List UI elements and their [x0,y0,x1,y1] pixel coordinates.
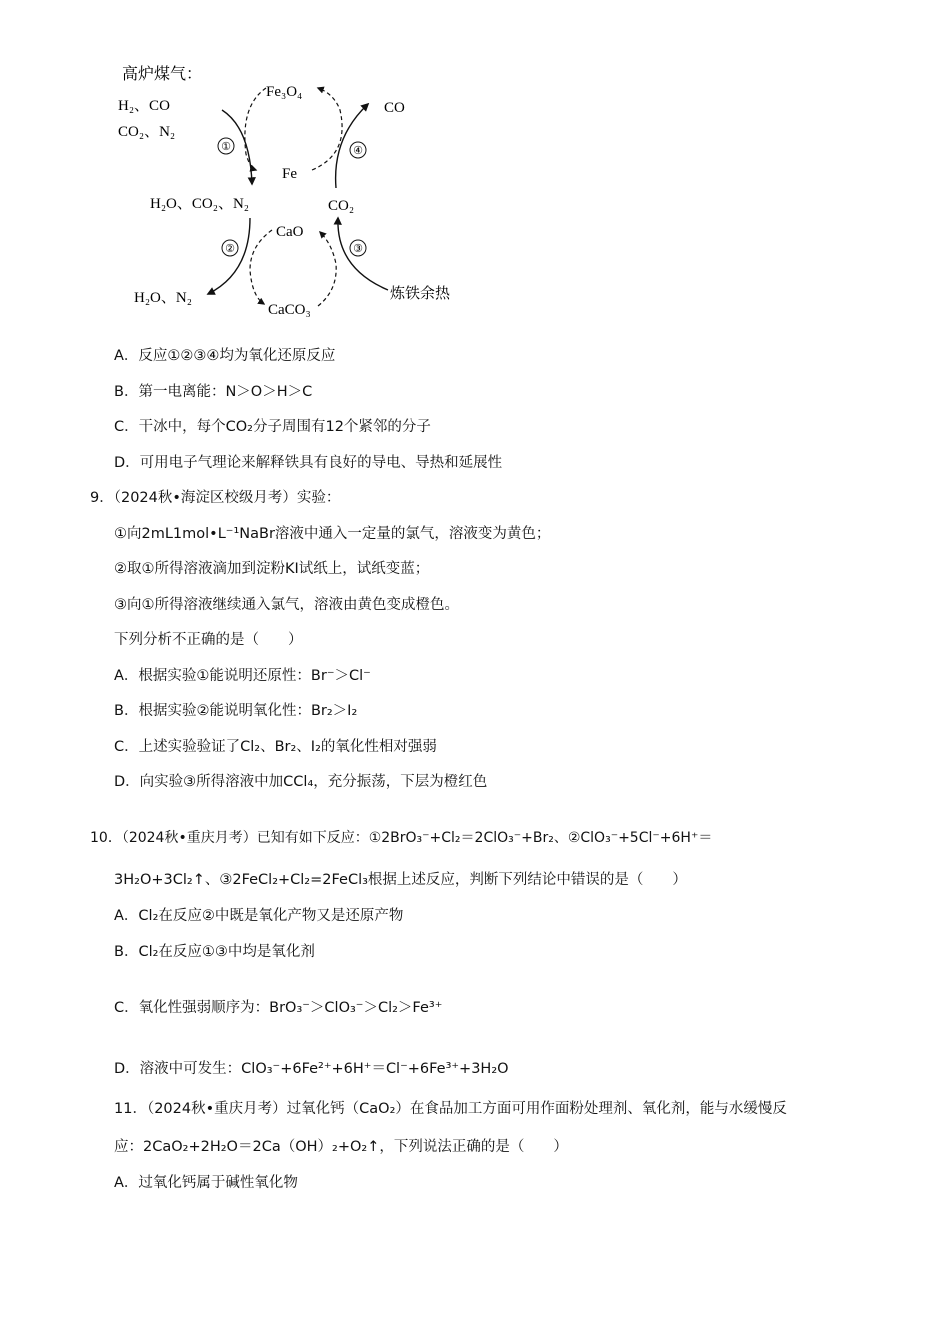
q9-stem: 9．（2024秋•海淀区校级月考）实验： [90,490,341,506]
reaction-cycle-diagram [100,58,480,328]
q9-option-d: D．向实验③所得溶液中加CCl₄，充分振荡，下层为橙红色 [114,774,488,790]
mid-left-gases: H₂O、CO₂、N₂ [150,196,250,212]
q11-option-a: A．过氧化钙属于碱性氧化物 [114,1175,298,1191]
q9-experiment-1: ①向2mL1mol•L⁻¹NaBr溶液中通入一定量的氯气，溶液变为黄色； [114,526,551,542]
dashed-caco3-to-cao [318,232,336,306]
fe-label: Fe [282,166,297,182]
q10-stem: 10．（2024秋•重庆月考）已知有如下反应：①2BrO₃⁻+Cl₂＝2ClO₃⁻+Br₂、②ClO₃⁻+5Cl⁻+6H⁺＝ [90,830,713,846]
svg-text:②: ② [225,243,235,255]
step-4-marker [350,142,366,158]
q8-option-b: B．第一电离能：N＞O＞H＞C [114,384,313,400]
q10-option-b: B．Cl₂在反应①③中均是氧化剂 [114,944,315,960]
step-1-marker [218,138,234,154]
q10-stem-continued: 3H₂O+3Cl₂↑、③2FeCl₂+Cl₂=2FeCl₃根据上述反应，判断下列结论中错误的是（ ） [114,872,687,888]
q10-option-d: D．溶液中可发生：ClO₃⁻+6Fe²⁺+6H⁺＝Cl⁻+6Fe³⁺+3H₂O [114,1061,509,1077]
svg-text:①: ① [221,141,231,153]
q8-option-a: A．反应①②③④均为氧化还原反应 [114,348,336,364]
dashed-fe3o4-to-fe [245,88,266,170]
diagram-title: 高炉煤气： [122,66,203,83]
cao-label: CaO [276,224,304,240]
co-label: CO [384,100,405,116]
caco3-label: CaCO₃ [268,302,311,318]
q8-option-c: C．干冰中，每个CO₂分子周围有12个紧邻的分子 [114,419,431,435]
dashed-cao-to-caco3 [250,230,272,304]
q11-stem-continued: 应：2CaO₂+2H₂O＝2Ca（OH）₂+O₂↑，下列说法正确的是（ ） [114,1139,568,1155]
co2-label: CO₂ [328,198,355,214]
q8-option-d: D．可用电子气理论来解释铁具有良好的导电、导热和延展性 [114,455,503,471]
q10-option-c: C．氧化性强弱顺序为：BrO₃⁻＞ClO₃⁻＞Cl₂＞Fe³⁺ [114,1000,443,1016]
q9-experiment-2: ②取①所得溶液滴加到淀粉KI试纸上，试纸变蓝； [114,561,430,577]
q9-experiment-3: ③向①所得溶液继续通入氯气，溶液由黄色变成橙色。 [114,597,459,613]
step-2-marker [222,240,238,256]
arrow-co2-to-co [336,104,368,188]
q9-option-b: B．根据实验②能说明氧化性：Br₂＞I₂ [114,703,358,719]
q10-option-a: A．Cl₂在反应②中既是氧化产物又是还原产物 [114,908,404,924]
q9-option-c: C．上述实验验证了Cl₂、Br₂、I₂的氧化性相对强弱 [114,739,437,755]
feed-gases-line2: CO₂、N₂ [118,124,176,140]
q9-option-a: A．根据实验①能说明还原性：Br⁻＞Cl⁻ [114,668,371,684]
svg-text:④: ④ [353,145,363,157]
fe3o4-label: Fe₃O₄ [266,84,303,100]
step-3-marker [350,240,366,256]
q11-stem: 11．（2024秋•重庆月考）过氧化钙（CaO₂）在食品加工方面可用作面粉处理剂、氧化剂，能与水缓慢反 [114,1101,787,1117]
svg-text:③: ③ [353,243,363,255]
feed-gases-line1: H₂、CO [118,98,170,114]
q9-question: 下列分析不正确的是（ ） [114,632,303,648]
heat-label: 炼铁余热 [390,286,451,302]
bottom-left-gases: H₂O、N₂ [134,290,192,306]
